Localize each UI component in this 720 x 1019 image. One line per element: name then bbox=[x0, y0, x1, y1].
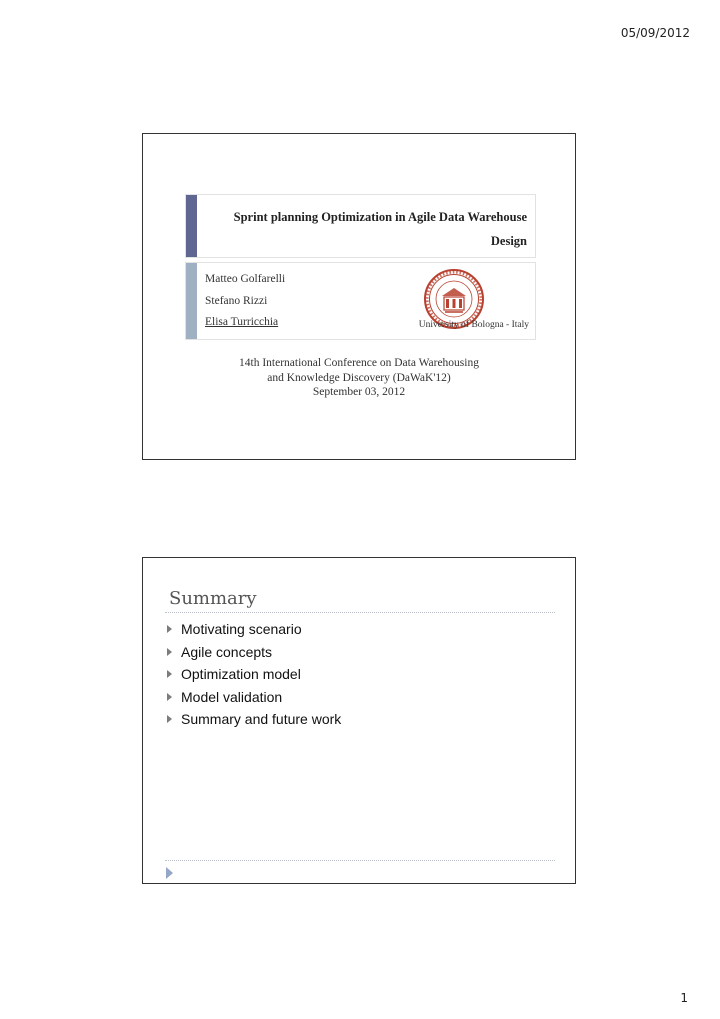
title-block bbox=[185, 194, 536, 258]
list-item bbox=[165, 686, 341, 709]
list-item-text: Summary and future work bbox=[181, 711, 342, 727]
page-number: 1 bbox=[680, 991, 688, 1005]
footer-divider bbox=[165, 860, 555, 861]
list-item bbox=[165, 618, 341, 641]
list-item-text: Model validation bbox=[181, 688, 283, 705]
authors-accent-bar bbox=[186, 263, 197, 339]
triangle-bullet-icon bbox=[167, 625, 172, 633]
triangle-bullet-icon bbox=[167, 715, 172, 723]
conference-line: 14th International Conference on Data Warehousing bbox=[239, 357, 479, 369]
list-item bbox=[165, 663, 341, 686]
author-name: Stefano Rizzi bbox=[205, 295, 268, 307]
triangle-bullet-icon bbox=[167, 693, 172, 701]
triangle-bullet-icon bbox=[167, 648, 172, 656]
summary-slide bbox=[142, 557, 576, 884]
title-divider bbox=[165, 612, 555, 613]
conference-line: and Knowledge Discovery (DaWaK'12) bbox=[267, 371, 451, 384]
presentation-title: Sprint planning Optimization in Agile Data Warehouse Design bbox=[233, 210, 527, 248]
conference-date: September 03, 2012 bbox=[312, 386, 406, 398]
conference-info bbox=[143, 356, 575, 400]
triangle-bullet-icon bbox=[167, 670, 172, 678]
university-name: University of Bologna - Italy bbox=[418, 320, 529, 330]
list-item bbox=[165, 641, 341, 664]
title-slide bbox=[142, 133, 576, 460]
author-name: Matteo Golfarelli bbox=[205, 273, 286, 285]
bullet-list bbox=[165, 618, 341, 731]
list-item-text: Agile concepts bbox=[181, 643, 273, 660]
triangle-marker-icon bbox=[166, 867, 173, 879]
page-date: 05/09/2012 bbox=[620, 26, 690, 40]
title-accent-bar bbox=[186, 195, 197, 257]
authors-block bbox=[185, 262, 536, 340]
author-name-presenter: Elisa Turricchia bbox=[205, 316, 279, 328]
list-item-text: Optimization model bbox=[181, 666, 301, 682]
list-item-text: Motivating scenario bbox=[181, 621, 302, 637]
list-item bbox=[165, 708, 341, 731]
slide-title: Summary bbox=[169, 588, 257, 609]
